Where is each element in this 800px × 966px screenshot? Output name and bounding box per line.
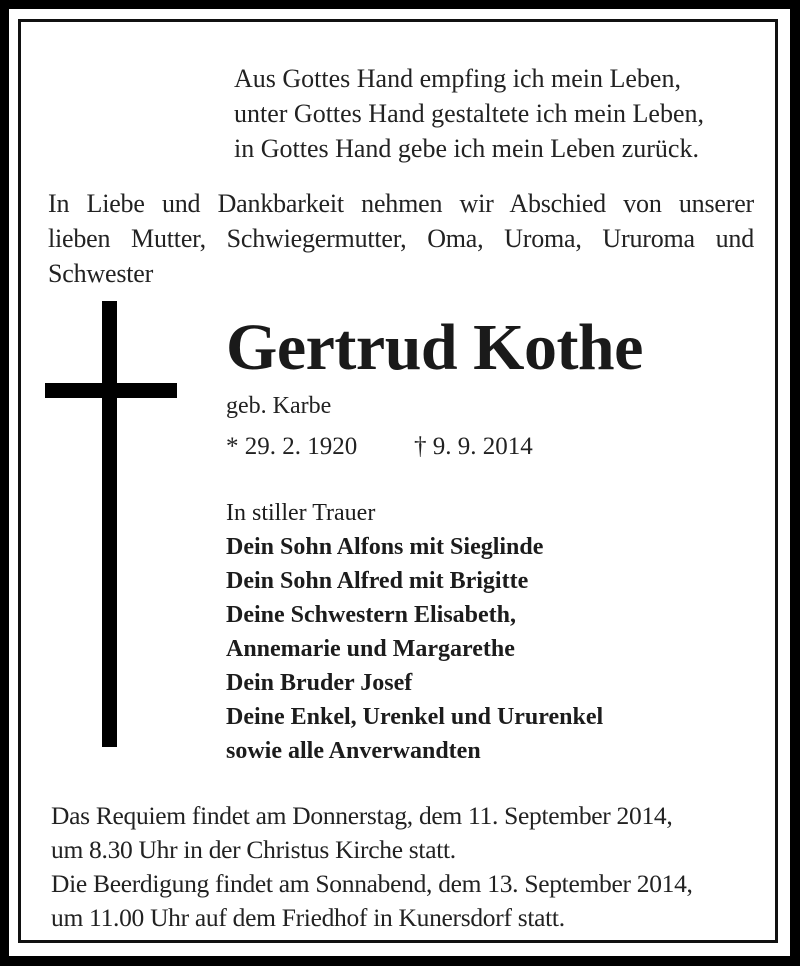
mourner-line: Dein Sohn Alfons mit Sieglinde	[226, 534, 544, 560]
death-date: † 9. 9. 2014	[414, 433, 533, 460]
mourner-line: Deine Schwestern Elisabeth,	[226, 602, 516, 628]
requiem-line: Das Requiem findet am Donnerstag, dem 11. September 2014,	[51, 801, 673, 830]
birth-date: * 29. 2. 1920	[226, 433, 358, 460]
mourners-lead: In stiller Trauer	[226, 500, 376, 526]
latin-cross-icon	[45, 301, 180, 751]
obituary-frame	[18, 19, 778, 943]
burial-line: Die Beerdigung findet am Sonnabend, dem 13. September 2014,	[51, 869, 693, 898]
verse-line: unter Gottes Hand gestaltete ich mein Leben,	[234, 99, 705, 128]
mourner-line: Deine Enkel, Urenkel und Ururenkel	[226, 704, 604, 730]
verse-line: Aus Gottes Hand empfing ich mein Leben,	[234, 64, 681, 93]
bible-verse	[234, 61, 704, 166]
cross-horizontal-beam	[45, 383, 177, 398]
intro-line: In Liebe und Dankbarkeit nehmen wir Abschied von unserer	[48, 189, 754, 218]
burial-line: um 11.00 Uhr auf dem Friedhof in Kunersdorf statt.	[51, 903, 565, 932]
intro-line: Schwester	[48, 259, 154, 288]
mourner-line: Dein Sohn Alfred mit Brigitte	[226, 568, 529, 594]
farewell-intro	[48, 186, 754, 291]
maiden-name: geb. Karbe	[226, 393, 332, 419]
mourners-list	[226, 496, 603, 768]
mourner-line: Annemarie und Margarethe	[226, 636, 515, 662]
deceased-name: Gertrud Kothe	[226, 311, 643, 384]
service-details	[51, 799, 693, 935]
requiem-line: um 8.30 Uhr in der Christus Kirche statt.	[51, 835, 456, 864]
obituary-paper	[9, 9, 790, 956]
cross-vertical-beam	[102, 301, 117, 747]
mourner-line: sowie alle Anverwandten	[226, 738, 481, 764]
verse-line: in Gottes Hand gebe ich mein Leben zurück.	[234, 134, 699, 163]
intro-line: lieben Mutter, Schwiegermutter, Oma, Uroma, Ururoma und	[48, 224, 754, 253]
life-dates	[226, 430, 533, 464]
mourner-line: Dein Bruder Josef	[226, 670, 413, 696]
